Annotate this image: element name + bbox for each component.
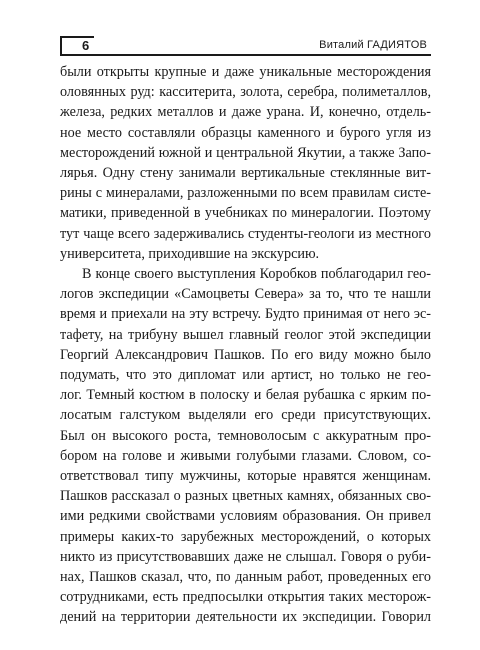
text-line: ное место составляли образцы каменного и бурого угля из xyxy=(60,124,431,141)
text-line: лярья. Одну стену занимали вертикальные стеклянные вит- xyxy=(60,165,431,182)
text-line: ими редкими свойствами условиям образования. Он привел xyxy=(60,508,431,525)
text-line: Пашков рассказал о разных цветных камнях, обязанных сво- xyxy=(60,488,431,505)
text-line: университета, приходившие на экскурсию. xyxy=(60,245,320,262)
text-line: тут чаще всего задерживались студенты-геологи из местного xyxy=(60,225,431,242)
text-line: никто из присутствовавших даже не слышал. Говоря о руби- xyxy=(60,548,431,565)
text-line: были открыты крупные и даже уникальные месторождения xyxy=(60,64,431,80)
text-line: сотрудниками, есть предпосылки открытия таких месторож- xyxy=(60,589,431,606)
header-rule xyxy=(60,54,431,56)
text-line: Георгий Александрович Пашков. По его виду можно было xyxy=(60,346,431,363)
text-line: матики, приведенной в учебниках по минералогии. Поэтому xyxy=(60,205,431,222)
running-head: Виталий ГАДИЯТОВ xyxy=(319,39,427,51)
text-line: лог. Темный костюм в полоску и белая рубашка с ярким по- xyxy=(60,387,431,404)
text-line: ответствовал типу мужчины, которые нравятся женщинам. xyxy=(60,468,431,485)
text-line: бором на голове и живыми голубыми глазами. Словом, со- xyxy=(60,447,431,464)
page-number: 6 xyxy=(82,38,90,53)
text-line: время и приехали на эту встречу. Будто принимая от него эс- xyxy=(60,306,431,323)
paragraph xyxy=(60,62,431,264)
text-line: рины с минералами, разложенными по всем правилам систе- xyxy=(60,185,431,202)
text-line: В конце своего выступления Коробков поблагодарил гео- xyxy=(82,266,431,283)
text-line: оловянных руд: касситерита, золота, серебра, полиметаллов, xyxy=(60,84,431,101)
text-line: нах, Пашков сказал, что, по данным работ, проведенных его xyxy=(60,569,431,586)
text-line: логов экспедиции «Самоцветы Севера» за то, что те нашли xyxy=(60,286,431,303)
text-line: Был он высокого роста, темноволосым с аккуратным про- xyxy=(60,427,431,444)
text-line: примеры каких-то зарубежных месторождений, о которых xyxy=(60,528,431,545)
text-line: железа, редких металлов и даже урана. И, конечно, отдель- xyxy=(60,104,431,121)
text-line: месторождений южной и центральной Якутии, а также Запо- xyxy=(60,144,431,161)
page-header xyxy=(60,36,431,58)
text-line: лосатым галстуком выделяли его среди присутствующих. xyxy=(60,407,431,424)
text-line: дений на территории деятельности их экспедиции. Говорил xyxy=(60,609,431,626)
body-text xyxy=(60,62,431,628)
text-line: подумать, что это дипломат или артист, но только не гео- xyxy=(60,367,431,384)
text-line: тафету, на трибуну вышел главный геолог этой экспедиции xyxy=(60,326,431,343)
paragraph xyxy=(60,264,431,628)
